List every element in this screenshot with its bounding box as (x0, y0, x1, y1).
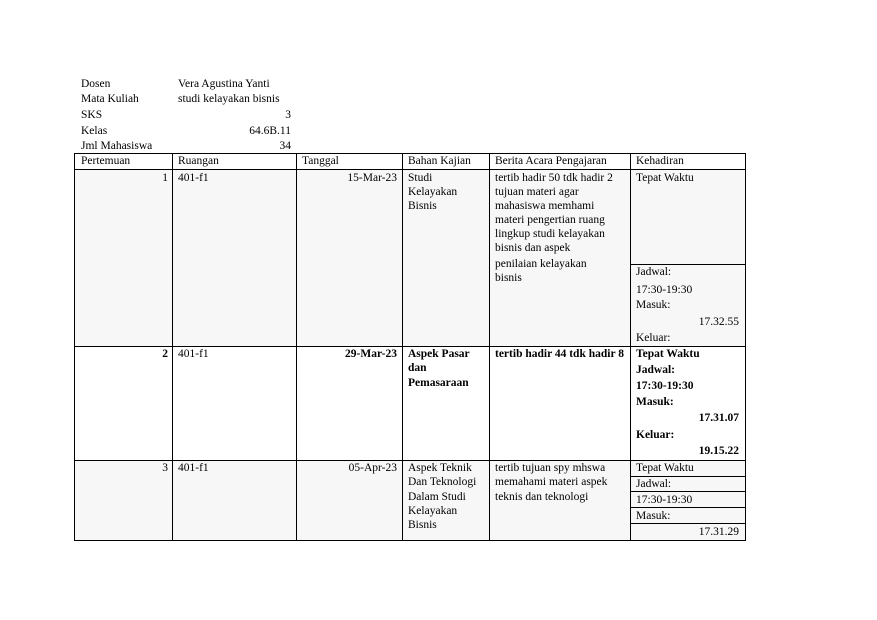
row-berita-line: mahasiswa memhami (495, 200, 595, 212)
row-status: Tepat Waktu (636, 172, 694, 184)
mata-kuliah-label: Mata Kuliah (81, 93, 139, 105)
row-berita-line: bisnis dan aspek (495, 242, 571, 254)
row-tanggal: 15-Mar-23 (347, 172, 397, 184)
row-bahan-line: Aspek Pasar (408, 348, 470, 360)
grid-line (630, 523, 746, 524)
row-berita-line: memahami materi aspek (495, 476, 608, 488)
row-masuk: 17.31.29 (698, 526, 739, 538)
header-pertemuan: Pertemuan (81, 155, 131, 167)
row-jadwal-label: Jadwal: (636, 478, 672, 490)
grid-line (630, 507, 746, 508)
row-berita-line: tujuan materi agar (495, 186, 579, 198)
kelas-value: 64.6B.11 (249, 125, 291, 137)
jml-mahasiswa-label: Jml Mahasiswa (81, 140, 153, 152)
row-berita-line: lingkup studi kelayakan (495, 228, 605, 240)
row-berita-line: tertib hadir 50 tdk hadir 2 (495, 172, 613, 184)
grid-line (630, 153, 631, 541)
row-bahan-line: Dan Teknologi (408, 476, 477, 488)
grid-line (489, 153, 490, 541)
row-bahan-line: Kelayakan (408, 186, 458, 198)
header-kehadiran: Kehadiran (636, 155, 684, 167)
row-pertemuan: 3 (162, 462, 168, 474)
row-berita-line: penilaian kelayakan (495, 258, 587, 270)
jml-mahasiswa-value: 34 (279, 140, 291, 152)
row-bahan-line: Bisnis (408, 200, 437, 212)
header-berita-acara: Berita Acara Pengajaran (495, 155, 607, 167)
row-pertemuan: 2 (162, 348, 168, 360)
dosen-value: Vera Agustina Yanti (178, 78, 270, 90)
row-bahan-line: Aspek Teknik (408, 462, 472, 474)
row-masuk: 17.31.07 (698, 412, 739, 424)
grid-line (745, 153, 746, 541)
grid-line (630, 491, 746, 492)
row-ruangan: 401-f1 (178, 172, 209, 184)
row-jadwal: 17:30-19:30 (636, 284, 693, 296)
row-status: Tepat Waktu (636, 462, 694, 474)
row-keluar-label: Keluar: (636, 332, 671, 344)
row-ruangan: 401-f1 (178, 462, 209, 474)
grid-line (402, 153, 403, 541)
row-masuk-label: Masuk: (636, 510, 671, 522)
row-masuk: 17.32.55 (698, 316, 739, 328)
row-berita-line: materi pengertian ruang (495, 214, 605, 226)
row-jadwal-label: Jadwal: (636, 266, 672, 278)
row-bahan-line: Studi (408, 172, 433, 184)
row-berita-line: tertib hadir 44 tdk hadir 8 (495, 348, 624, 360)
row-jadwal: 17:30-19:30 (636, 494, 693, 506)
grid-line (74, 540, 746, 541)
row-masuk-label: Masuk: (636, 396, 674, 408)
kelas-label: Kelas (81, 125, 108, 137)
row-status: Tepat Waktu (636, 348, 700, 360)
row-berita-line: teknis dan teknologi (495, 491, 589, 503)
row-berita-line: tertib tujuan spy mhswa (495, 462, 606, 474)
row-pertemuan: 1 (162, 172, 168, 184)
row-jadwal: 17:30-19:30 (636, 380, 694, 392)
grid-line (172, 153, 173, 541)
row-masuk-label: Masuk: (636, 299, 671, 311)
dosen-label: Dosen (81, 78, 111, 90)
row-bahan-line: Kelayakan (408, 505, 458, 517)
row-keluar-label: Keluar: (636, 429, 675, 441)
grid-line (74, 169, 746, 170)
row-ruangan: 401-f1 (178, 348, 209, 360)
row-tanggal: 05-Apr-23 (348, 462, 397, 474)
row-bahan-line: Dalam Studi (408, 491, 466, 503)
row-jadwal-label: Jadwal: (636, 364, 675, 376)
header-tanggal: Tanggal (302, 155, 339, 167)
row-keluar: 19.15.22 (698, 445, 739, 457)
row-berita-line: bisnis (495, 272, 522, 284)
row-bahan-line: Bisnis (408, 519, 437, 531)
header-ruangan: Ruangan (178, 155, 219, 167)
row-bahan-line: Pemasaraan (408, 377, 469, 389)
mata-kuliah-value: studi kelayakan bisnis (178, 93, 280, 105)
row-bahan-line: dan (408, 362, 427, 374)
sks-value: 3 (285, 109, 291, 121)
row-tanggal: 29-Mar-23 (345, 348, 397, 360)
header-bahan-kajian: Bahan Kajian (408, 155, 471, 167)
sks-label: SKS (81, 109, 103, 121)
